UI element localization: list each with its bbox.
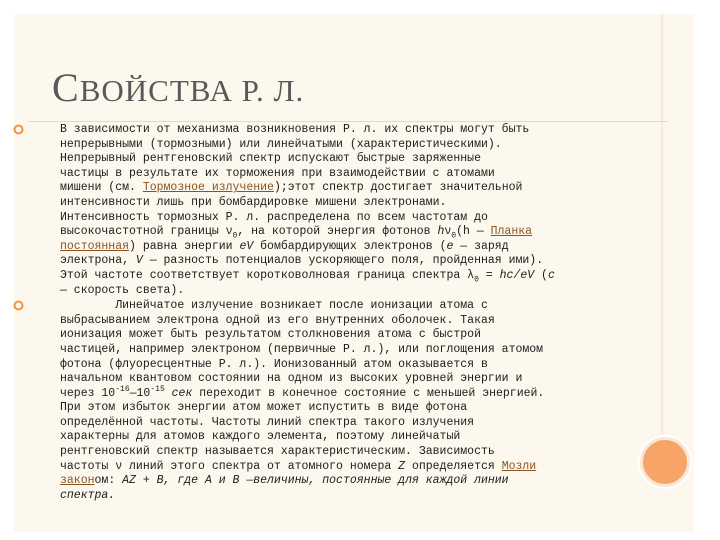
text-line: рентгеновский спектр называется характеристическим. Зависимость	[60, 445, 495, 459]
text-line: Этой частоте соответствует коротковолновая граница спектра $\lambda_0 = hc/eV$ (c	[60, 268, 555, 285]
text-line: частицей, например электроном (первичные Р. л.), или поглощения атомом	[60, 342, 544, 356]
title-tail: Р. Л.	[241, 73, 305, 108]
link-bremsstrahlung[interactable]: Тормозное излучение	[142, 181, 274, 195]
link-moseley[interactable]: Мозли	[501, 459, 537, 473]
text-line: определённой частоты. Частоты линий спектра такого излучения	[60, 415, 475, 429]
page-title	[52, 64, 304, 111]
text-line: частицы в результате их торможения при взаимодействии с атомами	[60, 166, 495, 180]
text-line: начальном квантовом состоянии на одном из высоких уровней энергии и	[60, 372, 523, 386]
text-line: спектра.	[60, 488, 116, 502]
text-line: электрона, V — разность потенциалов ускоряющего поля, пройденная ими).	[60, 254, 544, 268]
text-line: частоты ν линий этого спектра от атомного номера Z определяется Мозли	[60, 459, 537, 473]
title-rest: ВОЙСТВА	[79, 73, 233, 108]
text-line: мишени (см. Тормозное излучение);этот спектр достигает значительной	[60, 181, 523, 195]
text-line: — скорость света).	[60, 283, 185, 297]
text-line: непрерывными (тормозными) или линейчатыми (характеристическими).	[60, 137, 502, 151]
text-line: характерны для атомов каждого элемента, поэтому линейчатый	[60, 430, 461, 444]
bullet-ring-icon	[13, 300, 24, 311]
text-line: интенсивности лишь при бомбардировке мишени электронами.	[60, 195, 447, 209]
paragraph-line-spectrum	[60, 299, 620, 503]
text-line: В зависимости от механизма возникновения Р. л. их спектры могут быть	[60, 123, 530, 136]
text-line: через $10^{-16}—10^{-15}$ сек переходит в конечное состояние с меньшей энергией.	[60, 384, 545, 400]
link-moseley-law[interactable]: закон	[60, 474, 95, 488]
text-line: высокочастотной границы $\nu_0$, на которой энергия фотонов $h\nu_0(h$ — Планка	[60, 225, 533, 241]
text-line: При этом избыток энергии атом может испустить в виде фотона	[60, 401, 468, 415]
title-divider	[28, 121, 668, 122]
text-line: выбрасыванием электрона одной из его внутренних оболочек. Такая	[60, 313, 495, 327]
paragraph-continuous-spectrum	[60, 123, 620, 298]
link-planck-constant-cont[interactable]: постоянная	[60, 239, 130, 253]
text-line: Линейчатое излучение возникает после ионизации атома с	[60, 299, 488, 313]
decorative-line	[661, 14, 663, 434]
link-planck-constant[interactable]: Планка	[490, 225, 533, 239]
decorative-circle	[640, 437, 690, 487]
slide-body	[60, 123, 620, 503]
text-line: постоянная) равна энергии eV бомбардирующих электронов (e — заряд	[60, 239, 509, 253]
bullet-ring-icon	[13, 124, 24, 135]
text-line: законом: AZ + B, где A и B —величины, постоянные для каждой линии	[60, 474, 509, 488]
title-initial: С	[52, 65, 80, 110]
text-line: фотона (флуоресцентные Р. л.). Ионизованный атом оказывается в	[60, 357, 488, 371]
text-line: Интенсивность тормозных Р. л. распределена по всем частотам до	[60, 210, 488, 224]
text-line: ионизация может быть результатом столкновения атома с быстрой	[60, 328, 481, 342]
text-line: Непрерывный рентгеновский спектр испускают быстрые заряженные	[60, 152, 481, 166]
